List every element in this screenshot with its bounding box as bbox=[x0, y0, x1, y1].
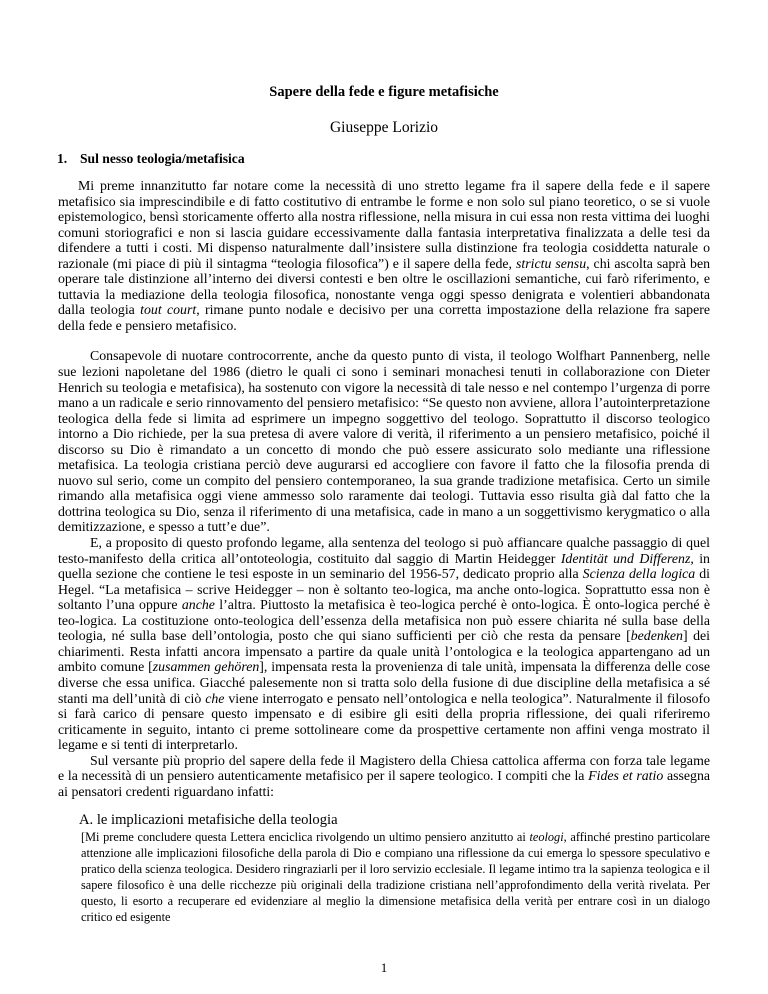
paragraph-1: Mi preme innanzitutto far notare come la necessità di uno stretto legame fra il sapere della fede e il sapere metafisico sia imprescindibile e di fatto costitutivo di entrambe le forme e non solo sul piano teoretico, o se si vuole epistemologico, bensì storicamente offerto alla nostra riflessione, nella misura in cui essa non resta vittima dei luoghi comuni storiografici e non si lascia guidare eccessivamente dalla fantasia interpretativa finalizzata a delle tesi da difendere a tutti i costi. Mi dispenso naturalmente dall’insistere sulla distinzione fra teologia cosiddetta naturale o razionale (mi piace di più il sintagma “teologia filosofica”) e il sapere della fede, strictu sensu, chi ascolta saprà ben operare tale distinzione all’interno dei diversi contesti e ben oltre le oscillazioni semantiche, cui farò riferimento, e tuttavia la mediazione della teologia filosofica, nonostante venga oggi spesso denigrata e volentieri abbandonata dalla teologia tout court, rimane punto nodale e decisivo per una corretta impostazione della relazione fra sapere della fede e pensiero metafisico. bbox=[58, 178, 711, 333]
paragraph-3: E, a proposito di questo profondo legame, alla sentenza del teologo si può affiancare qualche passaggio di quel testo-manifesto della critica all’ontoteologia, costituito dal saggio di Martin Heidegger Identität und Differenz, in quella sezione che contiene le tesi esposte in un seminario del 1956-57, dedicato proprio alla Scienza della logica di Hegel. “La metafisica – scrive Heidegger – non è soltanto teo-logica, ma anche onto-logica. Soprattutto essa non è soltanto l’una oppure anche l’altra. Piuttosto la metafisica è teo-logica perché è onto-logica. È onto-logica perché è teo-logica. La costituzione onto-teologica dell’essenza della metafisica non può essere chiarita né sulla base della teologia, né sulla base dell’ontologia, posto che qui siano sufficienti per ciò che resta da pensare [bedenken] dei chiarimenti. Resta infatti ancora impensato a partire da quale unità l’ontologica e la teologica appartengano ad un ambito comune [zusammen gehören], impensata resta la provenienza di tale unità, impensata la differenza delle cose diverse che essa unifica. Giacché palesemente non si tratta solo della fusione di due discipline della metafisica a sé stanti ma dell’unità di ciò che viene interrogato e pensato nell’ontologica e nella teologica”. Naturalmente il filosofo si farà carico di pensare questo impensato e di esibire gli esiti della propria riflessione, dei quali riferiremo criticamente in seguito, intanto ci preme sottolineare come da prospettive certamente non affini venga mostrato il legame e si tenti di interpretarlo. bbox=[58, 535, 710, 753]
page-number: 1 bbox=[380, 960, 388, 975]
document-author: Giuseppe Lorizio bbox=[329, 119, 439, 136]
paragraph-4: Sul versante più proprio del sapere della fede il Magistero della Chiesa cattolica afferma con forza tale legame e la necessità di un pensiero autenticamente metafisico per il sapere teologico. I compiti che la Fides et ratio assegna ai pensatori credenti riguardano infatti: bbox=[58, 752, 711, 799]
subheading: A. le implicazioni metafisiche della teologia bbox=[79, 812, 338, 829]
document-title: Sapere della fede e figure metafisiche bbox=[269, 84, 499, 100]
section-title: Sul nesso teologia/metafisica bbox=[80, 151, 245, 166]
section-heading bbox=[57, 151, 245, 167]
section-number: 1. bbox=[57, 151, 68, 166]
document-body bbox=[58, 178, 710, 926]
block-quote: [Mi preme concludere questa Lettera enciclica rivolgendo un ultimo pensiero anzitutto ai teologi, affinché prestino particolare attenzione alle implicazioni filosofiche della parola di Dio e compiano una riflessione da cui emerga lo spessore speculativo e pratico della scienza teologica. Desidero ringraziarli per il loro servizio ecclesiale. Il legame intimo tra la sapienza teologica e il sapere filosofico è una delle ricchezze più originali della tradizione cristiana nell’approfondimento della verità rivelata. Per questo, li esorto a recuperare ed evidenziare al meglio la dimensione metafisica della verità per entrare così in un dialogo critico ed esigente bbox=[81, 830, 710, 924]
paragraph-2: Consapevole di nuotare controcorrente, anche da questo punto di vista, il teologo Wolfhart Pannenberg, nelle sue lezioni napoletane del 1986 (dietro le quali ci sono i seminari monachesi tenuti in collaborazione con Dieter Henrich su teologia e metafisica), ha sostenuto con vigore la necessità di tale nesso e nel contempo l’urgenza di porre mano a un radicale e serio rinnovamento del pensiero metafisico: “Se questo non avviene, allora l’autointerpretazione teologica della fede si limita ad esprimere un impegno soggettivo del teologo. Soprattutto il discorso teologico intorno a Dio richiede, per la sua pretesa di avere valore di verità, il riferimento a un pensiero metafisico, poiché il discorso su Dio è rimandato a un concetto di mondo che può essere assicurato solo mediante una riflessione metafisica. La teologia cristiana perciò deve augurarsi ed accogliere con favore il fatto che la filosofia prenda di nuovo sul serio, come un compito del pensiero contemporaneo, la sua grande tradizione metafisica. Certo un simile rimando alla metafisica oggi viene ammesso solo raramente dai teologi. Tuttavia esso risulta già dal fatto che la dottrina teologica su Dio, senza il riferimento di una metafisica, cade in mano a un soggettivismo kerygmatico o alla demitizzazione, e spesso a tutt’e due”. bbox=[58, 348, 710, 535]
